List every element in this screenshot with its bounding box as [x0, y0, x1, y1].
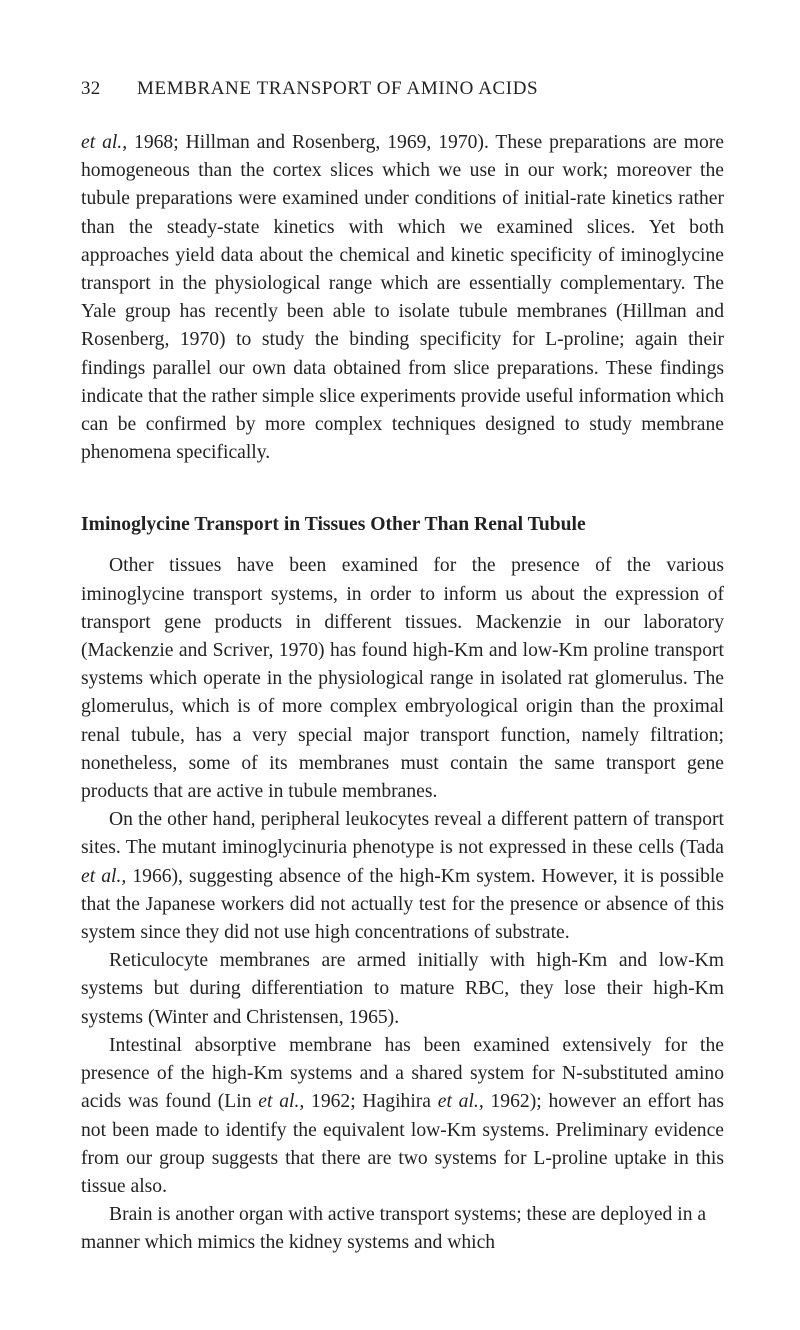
citation-italic: et al., — [437, 1091, 484, 1113]
book-page — [81, 78, 724, 1258]
paragraph-leukocytes — [81, 806, 724, 947]
paragraph-other-tissues: Other tissues have been examined for the presence of the various iminoglycine transport systems, in order to inform us about the expression of transport gene products in different tissues. Mackenzie in our laboratory (Mackenzie and Scriver, 1970) has found high-Km and low-Km proline transport systems which operate in the physiological range in isolated rat glomerulus. The glomerulus, which is of more complex embryological origin than the proximal renal tubule, has a very special major transport function, namely filtration; nonetheless, some of its membranes must contain the same transport gene products that are active in tubule membranes. — [81, 555, 724, 803]
page-body — [81, 129, 724, 1258]
paragraph-text: 1968; Hillman and Rosenberg, 1969, 1970). These preparations are more homogeneous than the cortex slices which we use in our work; moreover the tubule preparations were examined under conditions of initial-rate kinetics rather than the steady-state kinetics with which we examined slices. Yet both approaches yield data about the chemical and kinetic specificity of iminoglycine transport in the physiological range which are essentially complementary. The Yale group has recently been able to isolate tubule membranes (Hillman and Rosenberg, 1970) to study the binding specificity for L-proline; again their findings parallel our own data obtained from slice preparations. These findings indicate that the rather simple slice experiments provide useful information which can be confirmed by more complex techniques designed to study membrane phenomena specifically. — [81, 132, 725, 464]
paragraph-text: 1962; Hagihira — [304, 1091, 438, 1113]
section-heading: Iminoglycine Transport in Tissues Other Than Renal Tubule — [81, 514, 586, 536]
paragraph-text: On the other hand, peripheral leukocytes reveal a different pattern of transport sites. The mutant iminoglycinuria phenotype is not expressed in these cells (Tada — [81, 809, 724, 859]
citation-italic: et al., — [81, 865, 127, 887]
running-title: MEMBRANE TRANSPORT OF AMINO ACIDS — [137, 78, 539, 99]
paragraph-text: 1966), suggesting absence of the high-Km system. However, it is possible that the Japanese workers did not actually test for the presence or absence of this system since they did not use high concentrations of substrate. — [81, 865, 725, 944]
page-number: 32 — [81, 78, 101, 99]
paragraph-text: 1962); however an effort has not been made to identify the equivalent low-Km systems. Preliminary evidence from our group suggests that there are two systems for L-proline uptake in this tissue also. — [81, 1091, 724, 1197]
paragraph-intestinal — [81, 1032, 724, 1201]
citation-italic: et al., — [258, 1091, 305, 1113]
paragraph-reticulocyte: Reticulocyte membranes are armed initially with high-Km and low-Km systems but during differentiation to mature RBC, they lose their high-Km systems (Winter and Christensen, 1965). — [81, 950, 724, 1028]
citation-italic: et al., — [81, 132, 128, 153]
paragraph-text: Intestinal absorptive membrane has been examined extensively for the presence of the high-Km systems and a shared system for N-substituted amino acids was found (Lin — [81, 1034, 724, 1113]
running-head — [81, 78, 724, 108]
paragraph-brain: Brain is another organ with active transport systems; these are deployed in a manner which mimics the kidney systems and which — [81, 1204, 707, 1254]
continued-paragraph — [81, 129, 724, 467]
